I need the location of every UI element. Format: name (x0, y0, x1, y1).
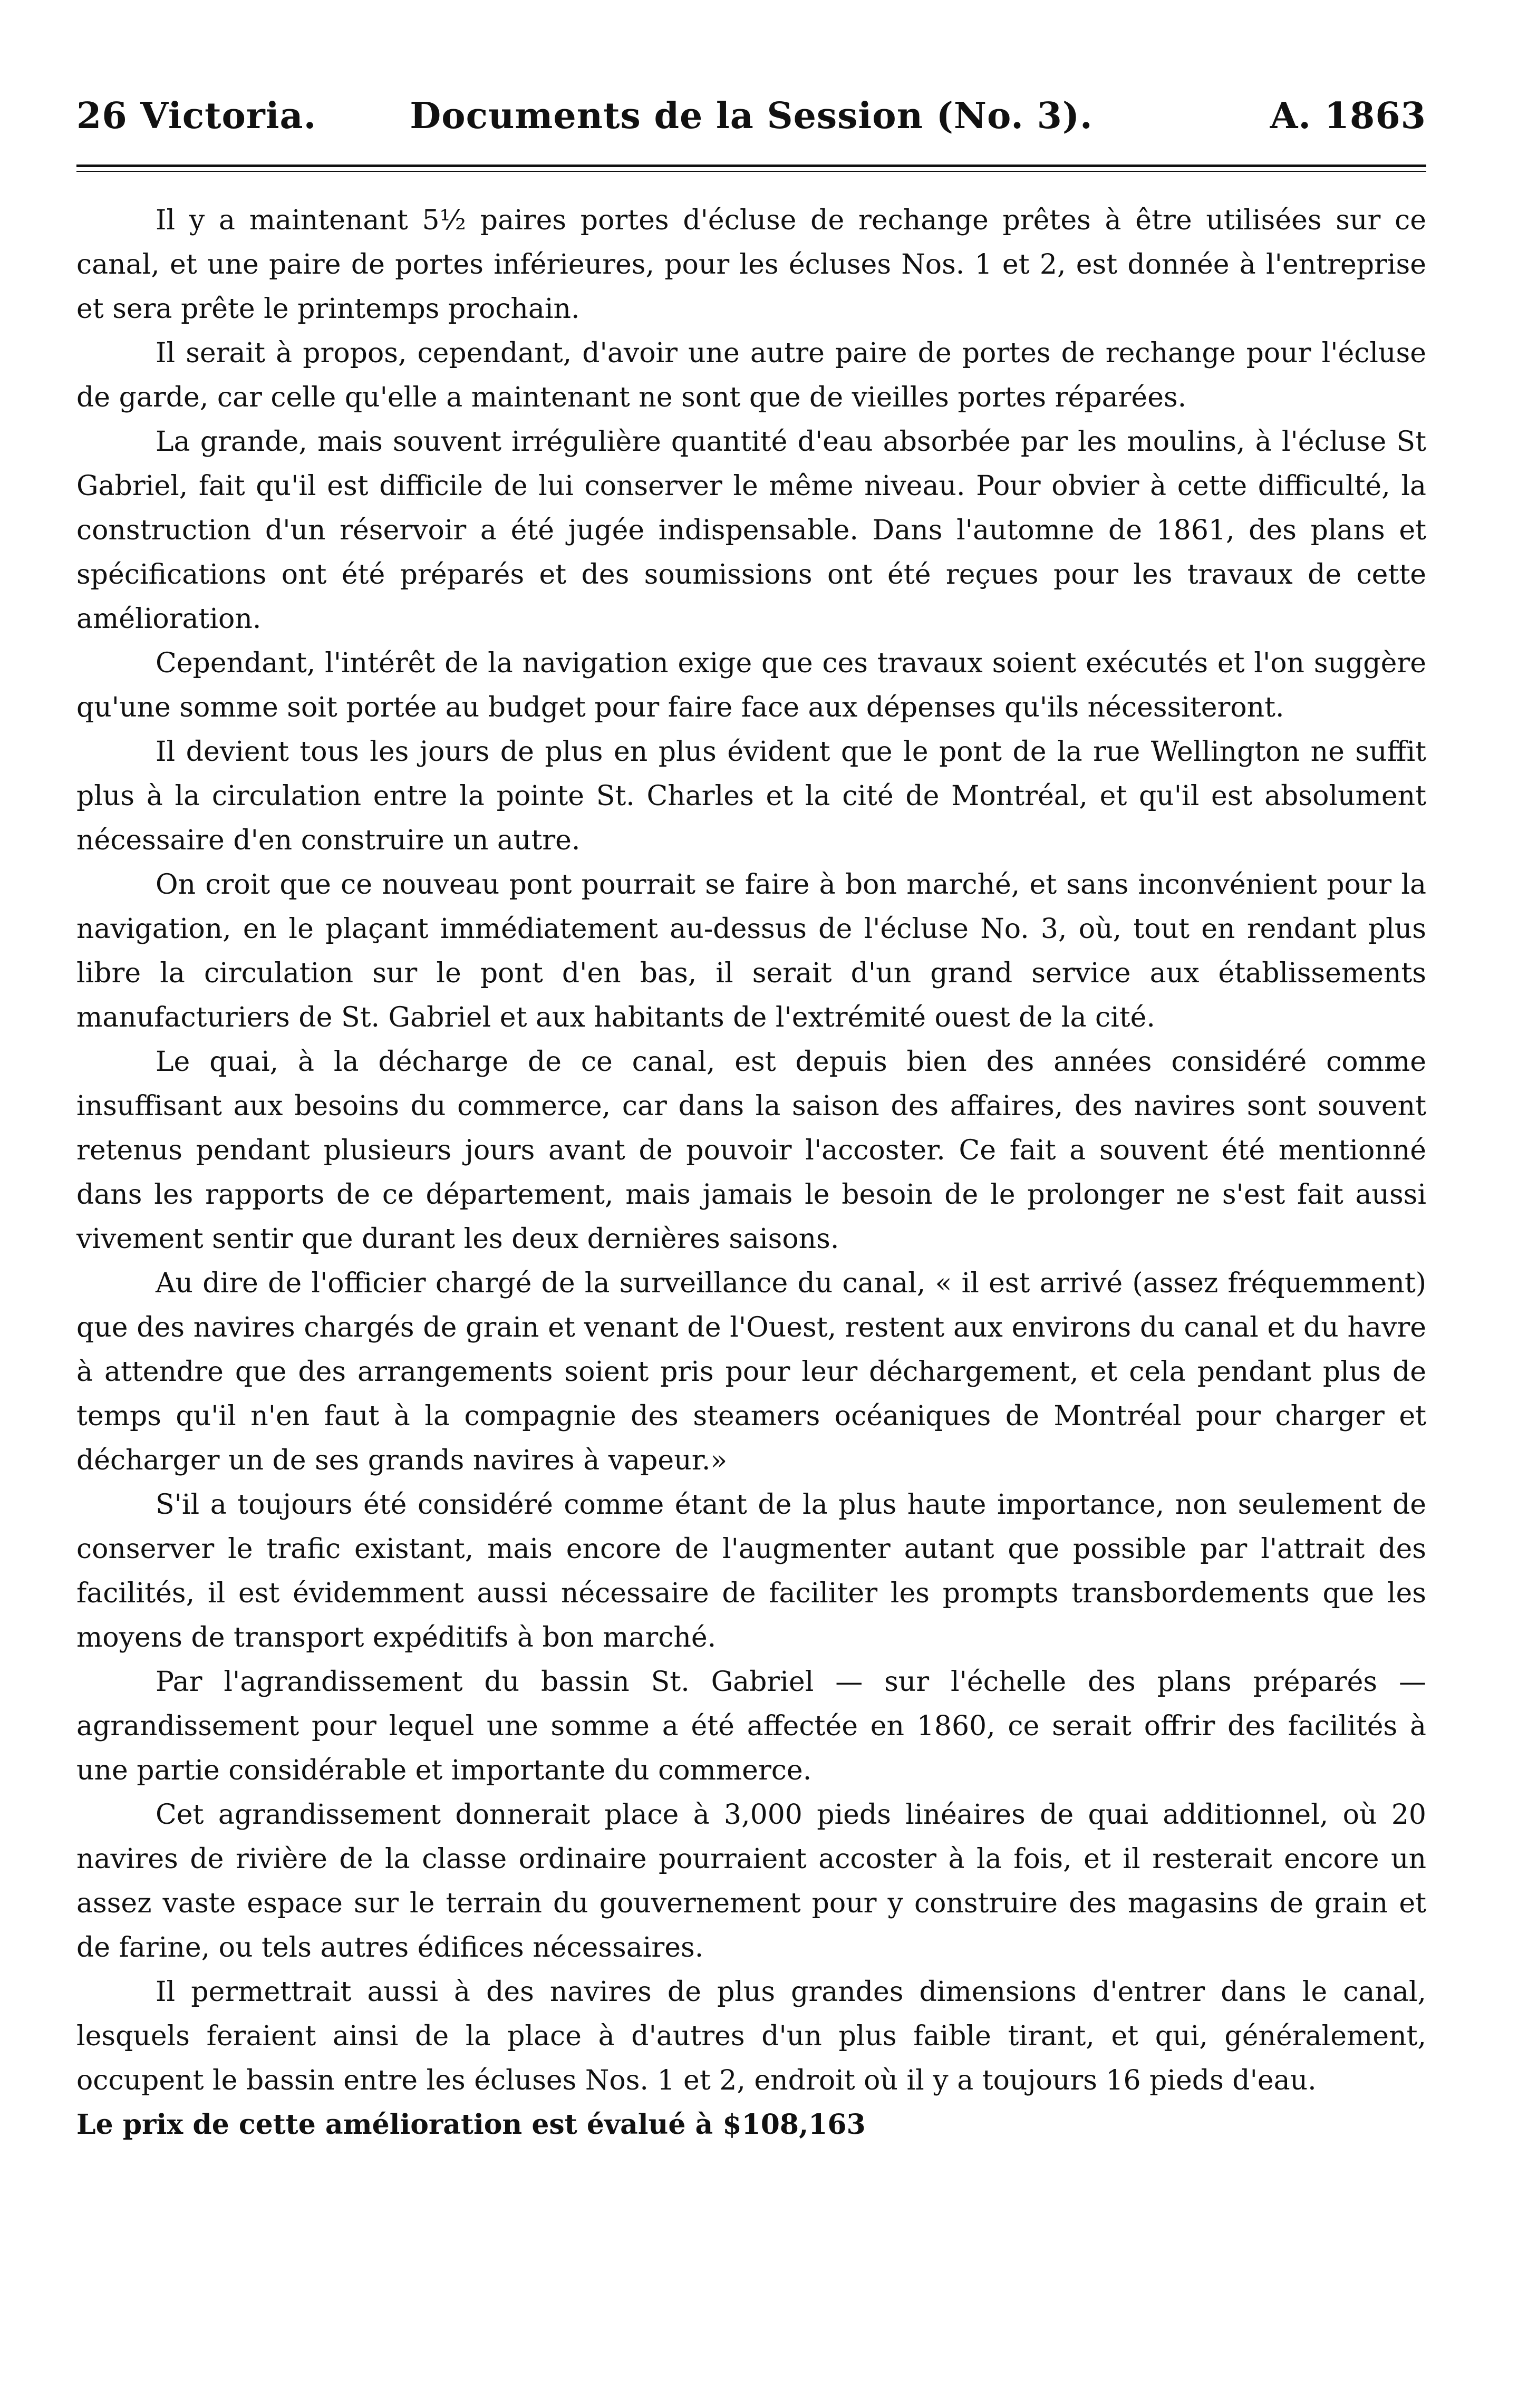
paragraph-larger-vessels: Il permettrait aussi à des navires de plus grandes dimensions d'entrer dans le canal, lesquels feraient ainsi de la place à d'autres d'un plus faible tirant, et qui, généralement, occupent le bassin entre les écluses Nos. 1 et 2, endroit où il y a toujours 16 pieds d'eau. (76, 1976, 1426, 2096)
paragraph-officer-quote: Au dire de l'officier chargé de la surveillance du canal, « il est arrivé (assez fréquemment) que des navires chargés de grain et venant de l'Ouest, restent aux environs du canal et du havre à attendre que des arrangements soient pris pour leur déchargement, et cela pendant plus de temps qu'il n'en faut à la compagnie des steamers océaniques de Montréal pour charger et décharger un de ses grands navires à vapeur.» (76, 1268, 1426, 1476)
paragraph-budget: Cependant, l'intérêt de la navigation exige que ces travaux soient exécutés et l'on suggère qu'une somme soit portée au budget pour faire face aux dépenses qu'ils nécessiteront. (76, 647, 1426, 723)
paragraph-guard-lock: Il serait à propos, cependant, d'avoir une autre paire de portes de rechange pour l'écluse de garde, car celle qu'elle a maintenant ne sont que de vieilles portes réparées. (76, 337, 1426, 413)
header-rule-thin (76, 171, 1426, 172)
paragraph-wharf-space: Cet agrandissement donnerait place à 3,000 pieds linéaires de quai additionnel, où 20 navires de rivière de la classe ordinaire pourraient accoster à la fois, et il resterait encore un assez vaste espace sur le terrain du gouvernement pour y construire des magasins de grain et de farine, ou tels autres édifices nécessaires. (76, 1799, 1426, 1964)
paragraph-wharf: Le quai, à la décharge de ce canal, est depuis bien des années considéré comme insuffisant aux besoins du commerce, car dans la saison des affaires, des navires sont souvent retenus pendant plusieurs jours avant de pouvoir l'accoster. Ce fait a souvent été mentionné dans les rapports de ce département, mais jamais le besoin de le prolonger ne s'est fait aussi vivement sentir que durant les deux dernières saisons. (76, 1046, 1426, 1255)
paragraph-reservoir: La grande, mais souvent irrégulière quantité d'eau absorbée par les moulins, à l'écluse St Gabriel, fait qu'il est difficile de lui conserver le même niveau. Pour obvier à cette difficulté, la construction d'un réservoir a été jugée indispensable. Dans l'automne de 1861, des plans et spécifications ont été préparés et des soumissions ont été reçues pour les travaux de cette amélioration. (76, 426, 1426, 635)
document-page (76, 79, 1426, 2147)
header-year: A. 1863 (1270, 95, 1426, 137)
header-volume: 26 Victoria. (76, 95, 317, 137)
paragraph-spare-gates: Il y a maintenant 5½ paires portes d'écluse de rechange prêtes à être utilisées sur ce canal, et une paire de portes inférieures, pour les écluses Nos. 1 et 2, est donnée à l'entreprise et sera prête le printemps prochain. (76, 205, 1426, 325)
body-text (76, 198, 1426, 2147)
header-rule-thick (76, 165, 1426, 167)
paragraph-wellington-bridge: Il devient tous les jours de plus en plus évident que le pont de la rue Wellington ne suffit plus à la circulation entre la pointe St. Charles et la cité de Montréal, et qu'il est absolument nécessaire d'en construire un autre. (76, 736, 1426, 856)
paragraph-traffic: S'il a toujours été considéré comme étant de la plus haute importance, non seulement de conserver le trafic existant, mais encore de l'augmenter autant que possible par l'attrait des facilités, il est évidemment aussi nécessaire de faciliter les prompts transbordements que les moyens de transport expéditifs à bon marché. (76, 1489, 1426, 1653)
cost-estimate: Le prix de cette amélioration est évalué à $108,163 (76, 2109, 866, 2141)
paragraph-new-bridge: On croit que ce nouveau pont pourrait se faire à bon marché, et sans inconvénient pour la navigation, en le plaçant immédiatement au-dessus de l'écluse No. 3, où, tout en rendant plus libre la circulation sur le pont d'en bas, il serait d'un grand service aux établissements manufacturiers de St. Gabriel et aux habitants de l'extrémité ouest de la cité. (76, 869, 1426, 1033)
header-title: Documents de la Session (No. 3). (410, 95, 1093, 137)
running-head (76, 79, 1426, 137)
paragraph-basin-enlargement: Par l'agrandissement du bassin St. Gabriel — sur l'échelle des plans préparés — agrandissement pour lequel une somme a été affectée en 1860, ce serait offrir des facilités à une partie considérable et importante du commerce. (76, 1666, 1426, 1786)
